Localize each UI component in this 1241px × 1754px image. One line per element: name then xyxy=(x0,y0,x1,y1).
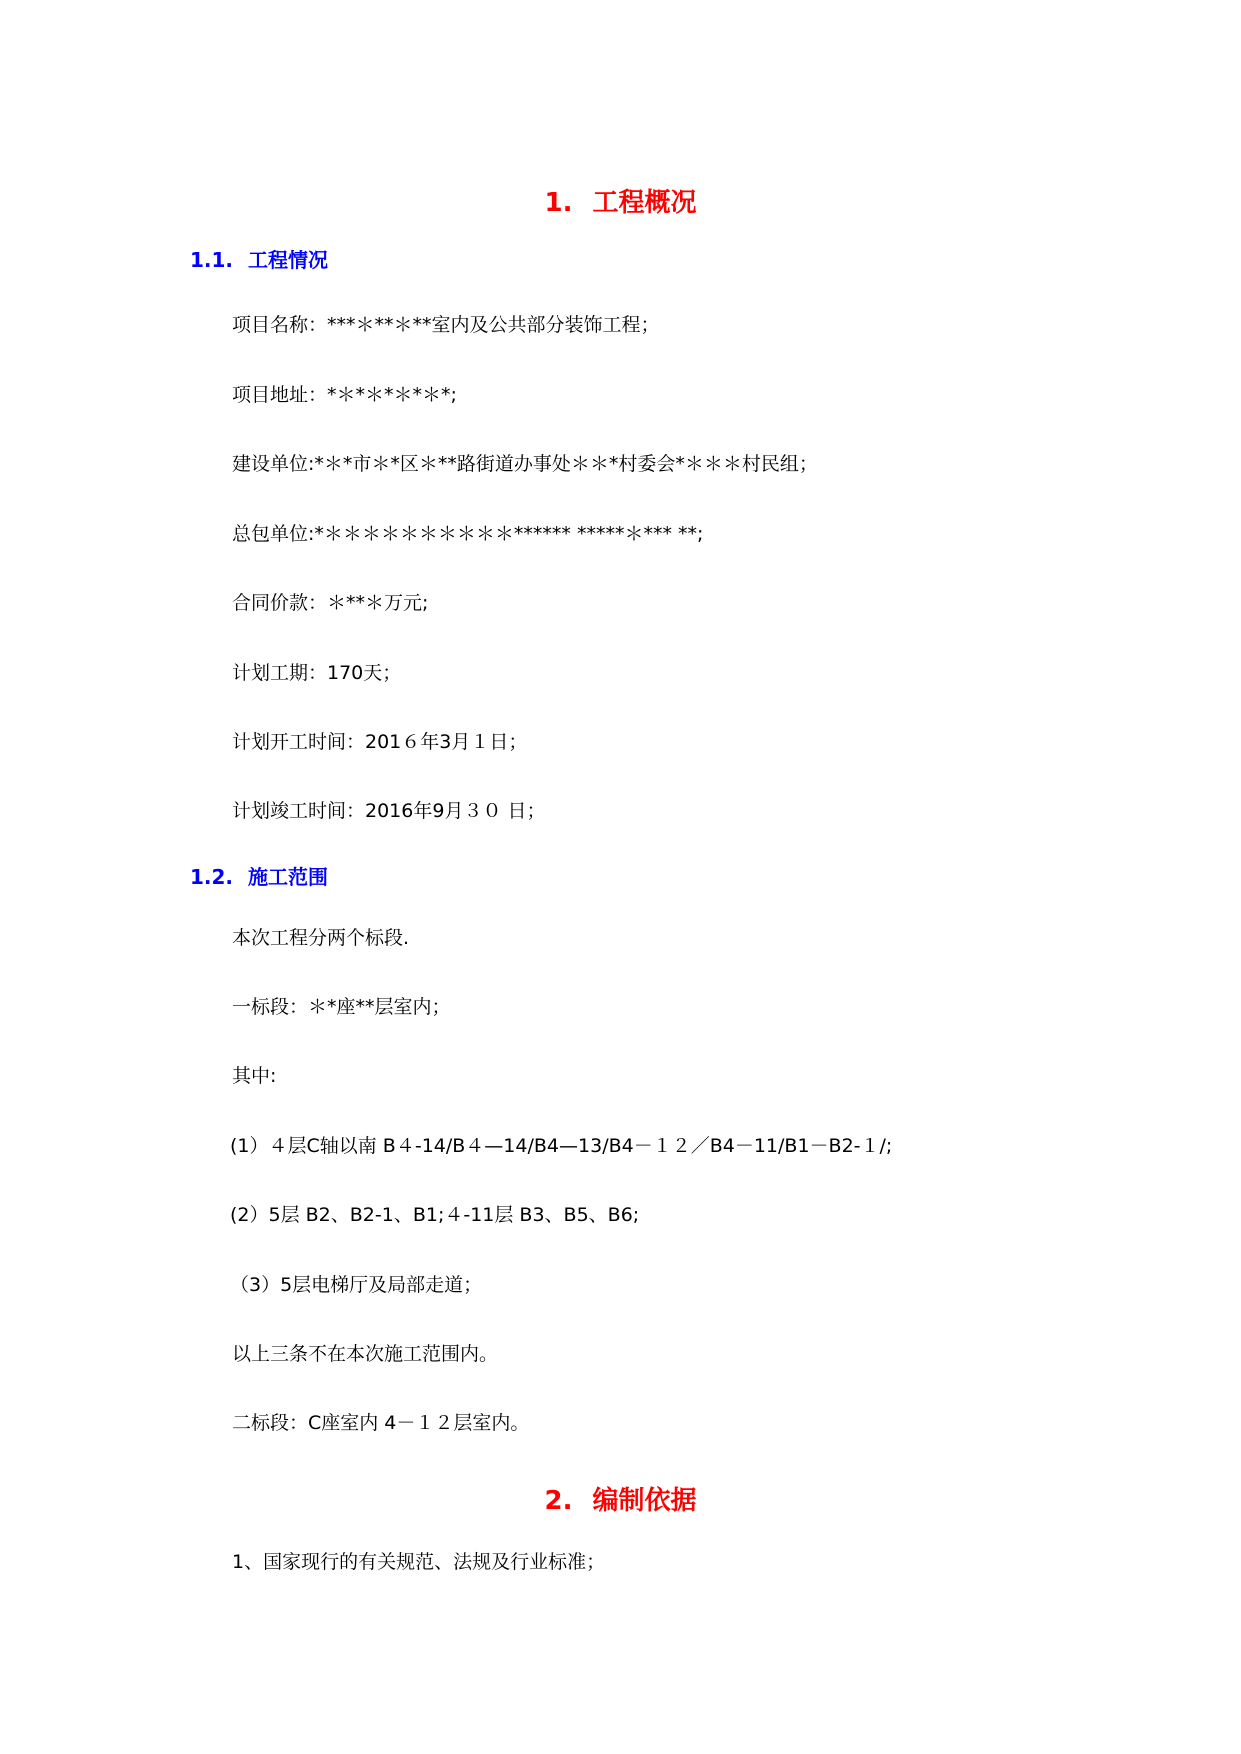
section-2-heading xyxy=(0,1484,1241,1518)
section-1-number: 1. xyxy=(544,188,573,218)
exclusion-item-3: （3）5层电梯厅及局部走道； xyxy=(230,1274,483,1296)
section-1-heading xyxy=(0,186,1241,220)
section-2-number: 2. xyxy=(544,1486,573,1516)
exclusion-note-line: 以上三条不在本次施工范围内。 xyxy=(232,1343,499,1365)
exclusion-item-1: (1）４层C轴以南 B４-14/B４—14/B4—13/B4－１２／B4－11/B1－B2-１/; xyxy=(230,1135,893,1157)
client-unit-line: 建设单位:*＊*市＊*区＊**路街道办事处＊＊*村委会*＊＊＊村民组； xyxy=(232,453,818,475)
lot-2-line: 二标段：C座室内 4－１２层室内。 xyxy=(232,1412,530,1434)
subsection-1-2-number: 1.2. xyxy=(190,865,234,889)
general-contractor-line: 总包单位:*＊＊＊＊＊＊＊＊＊＊****** *****＊*** **; xyxy=(232,523,704,545)
subsection-1-2-title: 施工范围 xyxy=(248,865,328,889)
subsection-1-1-number: 1.1. xyxy=(190,248,234,272)
exclusion-item-2: (2）5层 B2、B2-1、B1;４-11层 B3、B5、B6; xyxy=(230,1204,640,1226)
subsection-1-1-title: 工程情况 xyxy=(248,248,328,272)
subsection-1-1-heading xyxy=(190,247,328,273)
section-1-title: 工程概况 xyxy=(592,188,697,218)
section-2-title: 编制依据 xyxy=(592,1486,697,1516)
project-address-line: 项目地址：*＊*＊*＊*＊*; xyxy=(232,384,457,406)
project-name-line: 项目名称：***＊**＊**室内及公共部分装饰工程； xyxy=(232,314,660,336)
subsection-1-2-heading xyxy=(190,864,328,890)
contract-price-line: 合同价款：＊**＊万元; xyxy=(232,592,429,614)
basis-item-1: 1、国家现行的有关规范、法规及行业标准； xyxy=(232,1551,606,1573)
among-them-line: 其中: xyxy=(232,1065,277,1087)
planned-completion-line: 计划竣工时间：2016年9月３０ 日； xyxy=(232,800,546,822)
planned-start-line: 计划开工时间：201６年3月１日； xyxy=(232,731,528,753)
lot-1-line: 一标段：＊*座**层室内； xyxy=(232,996,451,1018)
planned-duration-line: 计划工期：170天； xyxy=(232,662,402,684)
scope-intro-line: 本次工程分两个标段. xyxy=(232,927,410,949)
